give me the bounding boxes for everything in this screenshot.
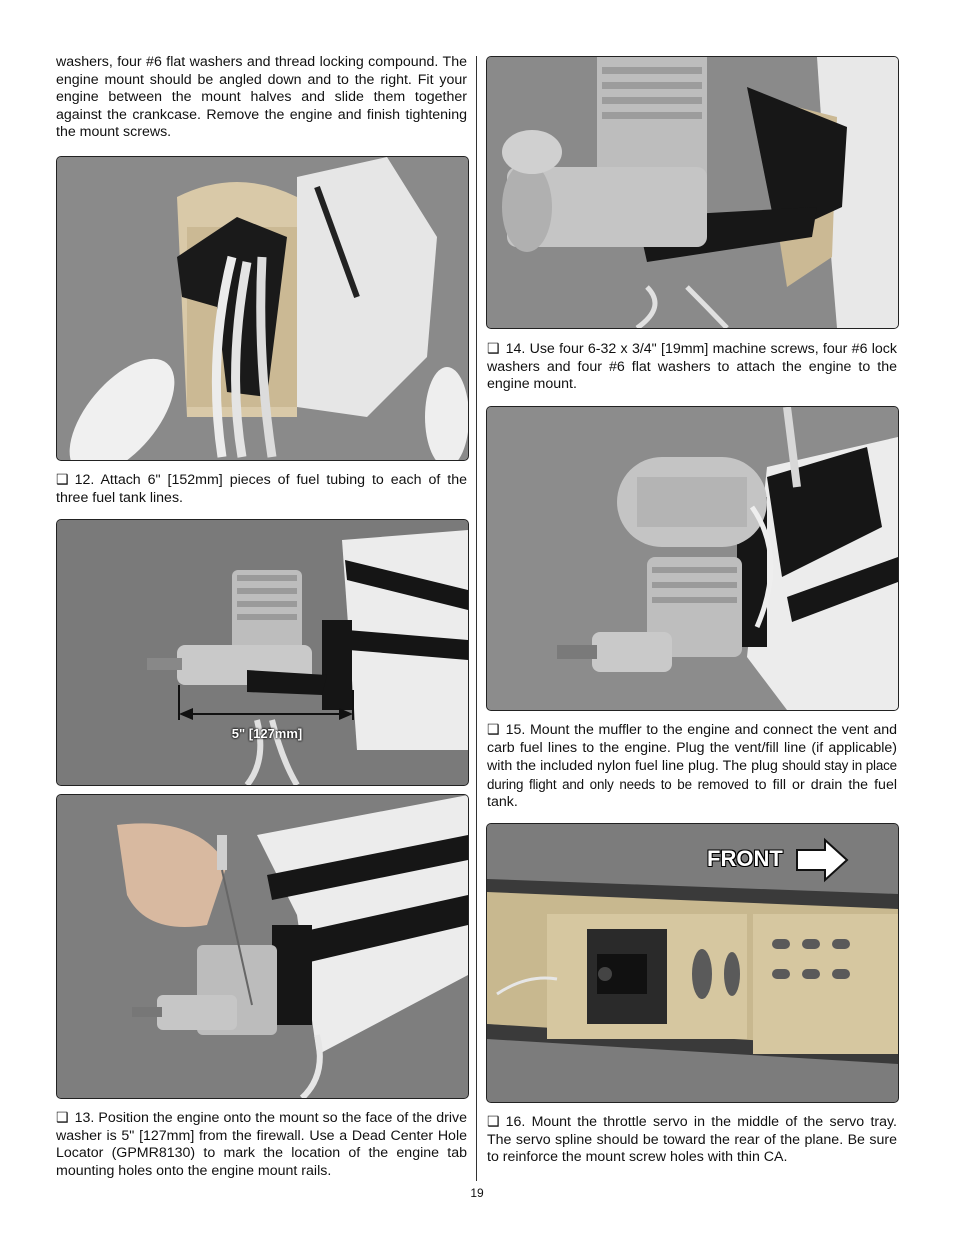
step-15-text: 15. Mount the muffler to the engine and connect the vent and carb fuel lines to the engine. Plug the vent/fill line (if applicable) with the included nylon fuel line plug. The plug (487, 722, 897, 775)
step-12-text: 12. Attach 6" [152mm] pieces of fuel tubing to each of the three fuel tank lines. (56, 472, 467, 506)
step-14-text: 14. Use four 6-32 x 3/4" [19mm] machine screws, four #6 lock washers and four #6 flat washers to attach the engine to the engine mount. (487, 341, 897, 393)
step-12-paragraph (56, 471, 467, 507)
engine-mount-illustration (57, 157, 468, 460)
step-15-text-end: to fill or drain the fuel tank. (487, 776, 897, 811)
column-divider (476, 56, 477, 1181)
step-13-paragraph (56, 1109, 467, 1180)
photo-engine-measurement (56, 519, 469, 786)
step-15-paragraph (487, 721, 897, 812)
step-13-text: 13. Position the engine onto the mount so the face of the drive washer is 5" [127mm] from the firewall. Use a Dead Center Hole Locator (GPMR8130) to mark the location of the engine tab mounting holes onto the engine mount rails. (56, 1110, 467, 1179)
muffler-illustration (487, 407, 898, 710)
step-14-paragraph (487, 340, 897, 394)
measurement-label: 5" [127mm] (231, 726, 303, 741)
servo-tray-illustration (487, 824, 898, 1102)
photo-hole-locator (56, 794, 469, 1099)
step-14-checkbox[interactable]: ❑ (487, 340, 500, 356)
step-13-checkbox[interactable]: ❑ (56, 1109, 69, 1125)
page-number: 19 (470, 1186, 484, 1200)
intro-paragraph: washers, four #6 flat washers and thread locking compound. The engine mount should be angled down and to the right. Fit your engine between the mount halves and slide them together against the crankcase. Remove the engine and finish tightening the mount screws. (56, 54, 467, 141)
photo-servo-tray (486, 823, 899, 1103)
step-15-checkbox[interactable]: ❑ (487, 721, 500, 737)
step-12-checkbox[interactable]: ❑ (56, 471, 69, 487)
hole-locator-illustration (57, 795, 468, 1098)
step-16-paragraph (487, 1113, 897, 1167)
step-16-text: 16. Mount the throttle servo in the middle of the servo tray. The servo spline should be toward the rear of the plane. Be sure to reinforce the mount screw holes with thin CA. (487, 1114, 897, 1166)
step-16-checkbox[interactable]: ❑ (487, 1113, 500, 1129)
photo-engine-attached (486, 56, 899, 329)
front-label: FRONT (707, 846, 783, 871)
engine-attached-illustration (487, 57, 898, 328)
photo-engine-mount-fuel-tubing (56, 156, 469, 461)
engine-measurement-illustration (57, 520, 468, 785)
photo-muffler-mounted (486, 406, 899, 711)
step-15-text-tail: should stay in place during flight and only needs to be removed (487, 758, 897, 792)
